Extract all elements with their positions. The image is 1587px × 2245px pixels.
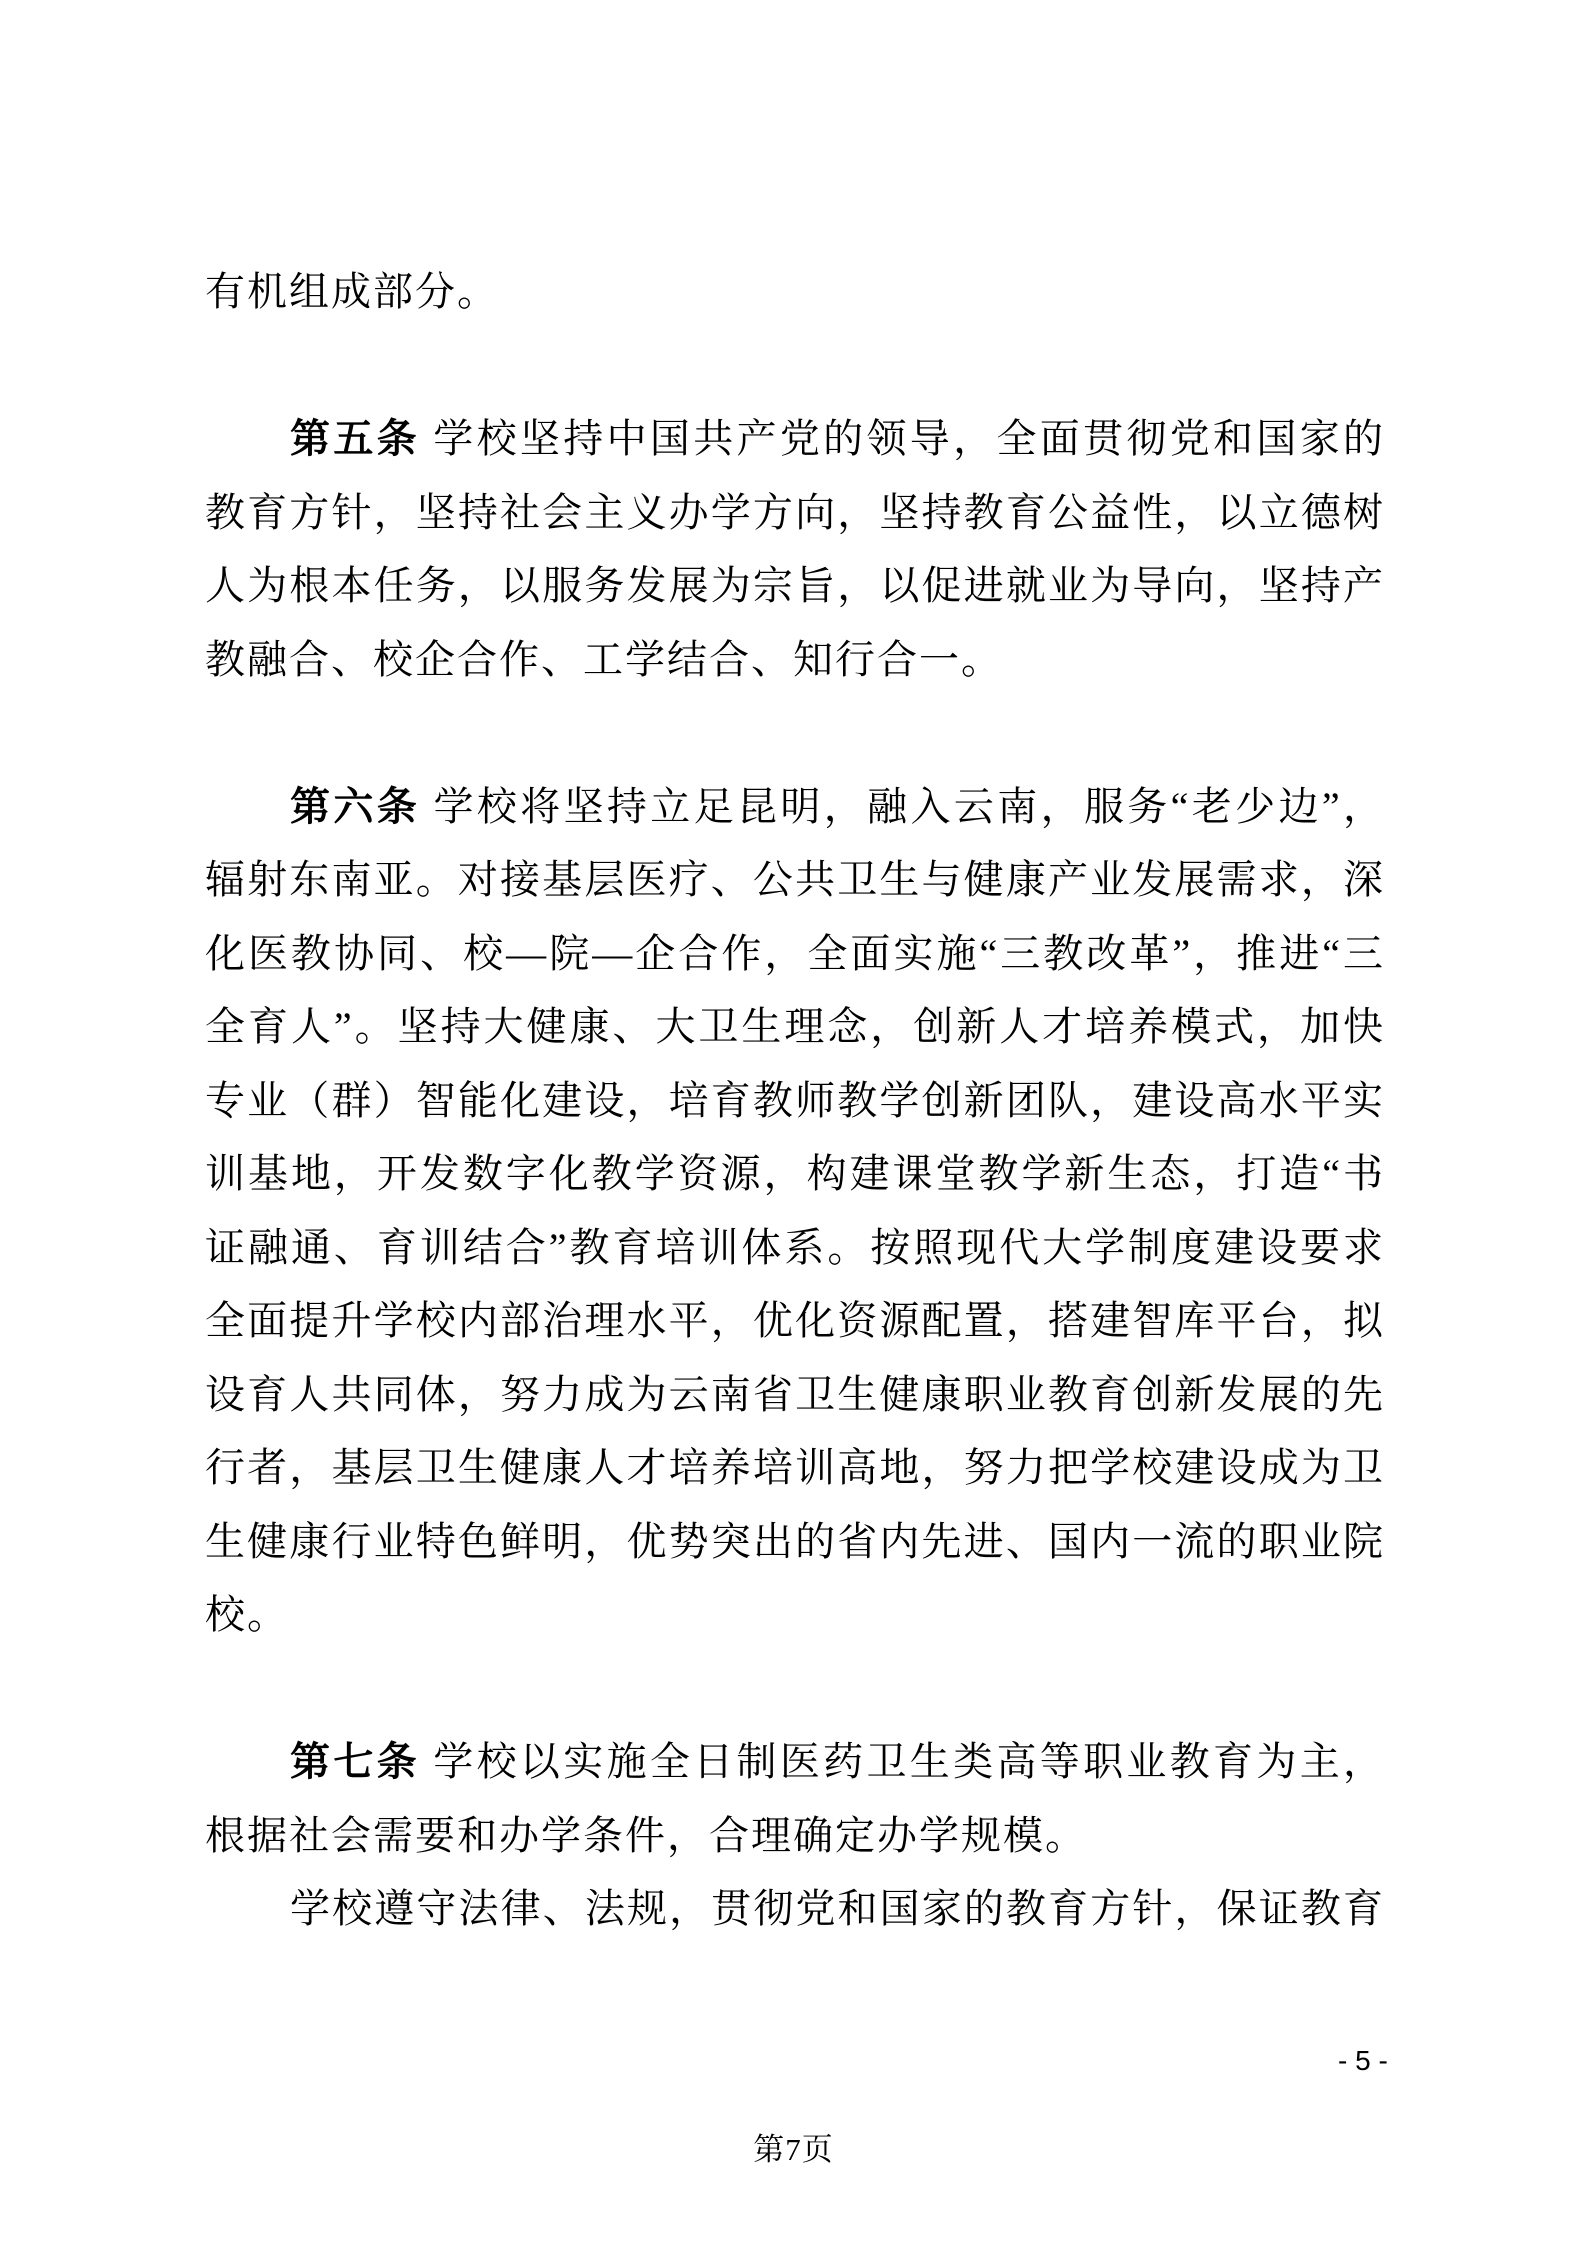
article-number-label: 第六条 (290, 783, 421, 829)
text-line: 有机组成部分。 (205, 269, 499, 314)
text-line-article-7 (205, 1725, 1385, 1799)
text-line: 辐射东南亚。对接基层医疗、公共卫生与健康产业发展需求，深 (205, 857, 1385, 902)
text-line: 全面提升学校内部治理水平，优化资源配置，搭建智库平台，拟 (205, 1298, 1385, 1343)
text-line: 根据社会需要和办学条件，合理确定办学规模。 (205, 1812, 1087, 1858)
article-number-label: 第五条 (290, 416, 420, 461)
text-line: 全育人”。坚持大健康、大卫生理念，创新人才培养模式，加快 (205, 1004, 1385, 1049)
text-line: 人为根本任务，以服务发展为宗旨，以促进就业为导向，坚持产 (205, 563, 1385, 608)
text-line: 生健康行业特色鲜明，优势突出的省内先进、国内一流的职业院 (205, 1518, 1385, 1564)
text-line: 证融通、育训结合”教育培训体系。按照现代大学制度建设要求 (205, 1224, 1385, 1270)
text-line: 设育人共同体，努力成为云南省卫生健康职业教育创新发展的先 (205, 1371, 1385, 1417)
text-line: 学校遵守法律、法规，贯彻党和国家的教育方针，保证教育 (290, 1886, 1385, 1931)
article-text: 学校坚持中国共产党的领导，全面贯彻党和国家的 (419, 416, 1386, 461)
text-line: 专业（群）智能化建设，培育教师教学创新团队，建设高水平实 (205, 1077, 1385, 1123)
page-number-corner: - 5 - (1338, 2045, 1388, 2076)
article-text: 学校将坚持立足昆明，融入云南，服务“老少边”， (420, 783, 1386, 829)
text-line: 训基地，开发数字化教学资源，构建课堂教学新生态，打造“书 (205, 1151, 1385, 1196)
document-text (205, 255, 1385, 1946)
article-text: 学校以实施全日制医药卫生类高等职业教育为主， (419, 1739, 1386, 1784)
text-line-article-5 (205, 402, 1385, 476)
text-line: 校。 (205, 1592, 289, 1637)
text-line: 化医教协同、校—院—企合作，全面实施“三教改革”，推进“三 (205, 930, 1385, 976)
text-line: 教育方针，坚持社会主义办学方向，坚持教育公益性，以立德树 (205, 489, 1385, 535)
article-number-label: 第七条 (290, 1739, 420, 1784)
text-line-article-6 (205, 770, 1385, 844)
text-line: 教融合、校企合作、工学结合、知行合一。 (205, 636, 1003, 682)
page-number-footer: 第7页 (753, 2132, 834, 2167)
text-line: 行者，基层卫生健康人才培养培训高地，努力把学校建设成为卫 (205, 1445, 1385, 1490)
